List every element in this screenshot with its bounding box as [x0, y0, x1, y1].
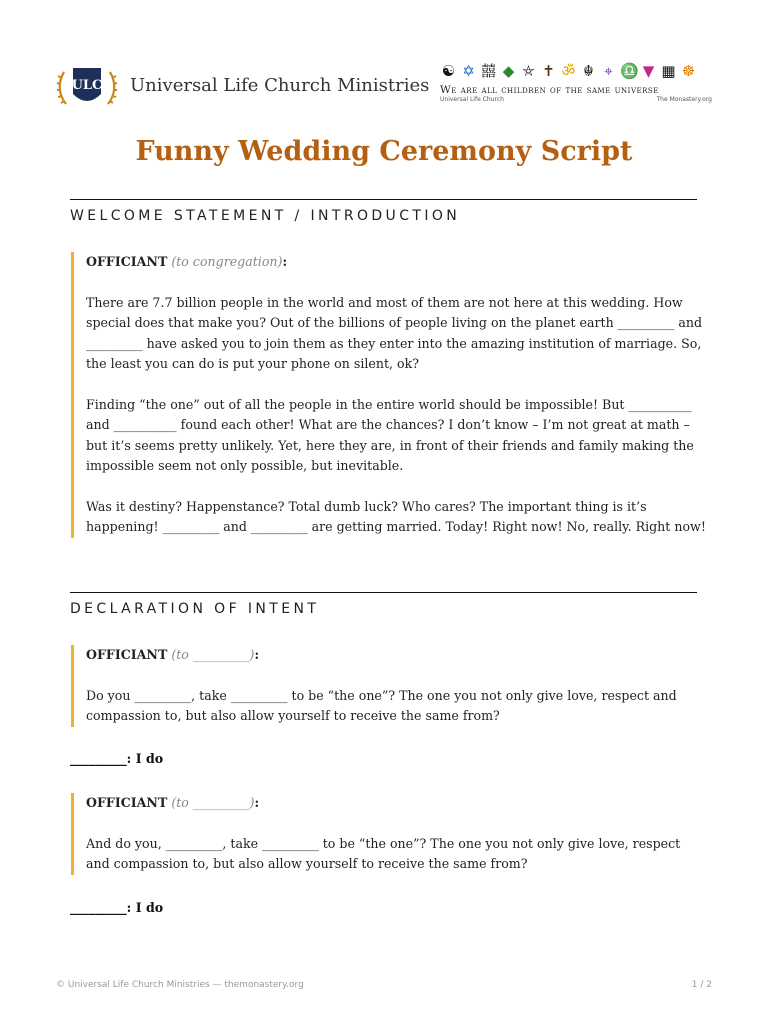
- ulc-logo-icon: [56, 64, 118, 110]
- page-header: [56, 62, 712, 112]
- officiant-block-welcome: [71, 252, 706, 538]
- speaker-colon: :: [282, 254, 288, 269]
- speaker-label: OFFICIANT: [86, 254, 168, 269]
- page-title: Funny Wedding Ceremony Script: [135, 136, 633, 167]
- dharma-wheel-icon: ☸: [681, 62, 696, 80]
- libra-icon: ♎: [620, 62, 639, 80]
- section-heading-declaration: DECLARATION OF INTENT: [70, 601, 320, 617]
- star-of-david-icon: ✡: [462, 62, 475, 80]
- compass-icon: ⌖: [604, 62, 613, 80]
- speaker-label: OFFICIANT: [86, 647, 168, 662]
- speaker-line: [86, 252, 706, 273]
- logo-text: ULC: [71, 78, 103, 93]
- section-heading-welcome: WELCOME STATEMENT / INTRODUCTION: [70, 208, 461, 224]
- footer-page-number: 1 / 2: [691, 980, 712, 990]
- response-i-do: _________: I do: [70, 751, 164, 766]
- officiant-block-declaration-1: [71, 645, 706, 727]
- religious-symbols-banner: [440, 62, 712, 108]
- wheel-icon: ☬: [583, 62, 594, 80]
- script-paragraph: And do you, _________, take _________ to be “the one”? The one you not only give love, respect and compassion to, but also allow yourself to receive the same from?: [86, 835, 681, 871]
- script-paragraph: Finding “the one” out of all the people in the entire world should be impossible! But __________ and __________ found each other! What are the chances? I don’t know – I’m not great at math – but it’s seems pretty unlikely. Yet, here they are, in front of their friends and family making the impossible seem not only possible, but inevitable.: [86, 396, 694, 473]
- officiant-block-declaration-2: [71, 793, 706, 875]
- speaker-label: OFFICIANT: [86, 795, 168, 810]
- yin-yang-icon: ☯: [441, 62, 456, 80]
- script-paragraph: Was it destiny? Happenstance? Total dumb luck? Who cares? The important thing is it’s happening! _________ and _________ are getting married. Today! Right now! No, really. Right now!: [86, 498, 706, 534]
- script-paragraph: There are 7.7 billion people in the world and most of them are not here at this wedding. How special does that make you? Out of the billions of people living on the planet earth _________ and _________ have asked you to join them as they enter into the amazing institution of marriage. So, the least you can do is put your phone on silent, ok?: [86, 294, 703, 371]
- speaker-line: [86, 645, 706, 666]
- speaker-aside: (to _________): [171, 795, 255, 810]
- symbols-row: [440, 62, 712, 80]
- response-i-do: _________: I do: [70, 900, 164, 915]
- speaker-colon: :: [254, 647, 260, 662]
- speaker-line: [86, 793, 706, 814]
- subtag-right: The Monastery.org: [656, 96, 712, 103]
- tagline: We are all children of the same universe: [440, 84, 659, 96]
- footer-copyright: © Universal Life Church Ministries — themonastery.org: [56, 980, 304, 990]
- om-icon: ॐ: [561, 62, 576, 80]
- section-divider: [70, 592, 697, 593]
- pentagram-icon: ⛤: [522, 62, 535, 80]
- diamond-icon: ◆: [502, 62, 515, 80]
- script-paragraph: Do you _________, take _________ to be “the one”? The one you not only give love, respect and compassion to, but also allow yourself to receive the same from?: [86, 687, 677, 723]
- triangle-icon: ▼: [642, 62, 655, 80]
- flag-icon: ▦: [661, 62, 676, 80]
- subtag-left: Universal Life Church: [440, 96, 504, 103]
- brand-name: Universal Life Church Ministries: [130, 75, 430, 96]
- speaker-aside: (to _________): [171, 647, 255, 662]
- cross-icon: ✝: [542, 62, 555, 80]
- shou-icon: 囍: [480, 62, 496, 80]
- subtags: [440, 96, 712, 103]
- section-divider: [70, 199, 697, 200]
- speaker-aside: (to congregation): [171, 254, 283, 269]
- speaker-colon: :: [254, 795, 260, 810]
